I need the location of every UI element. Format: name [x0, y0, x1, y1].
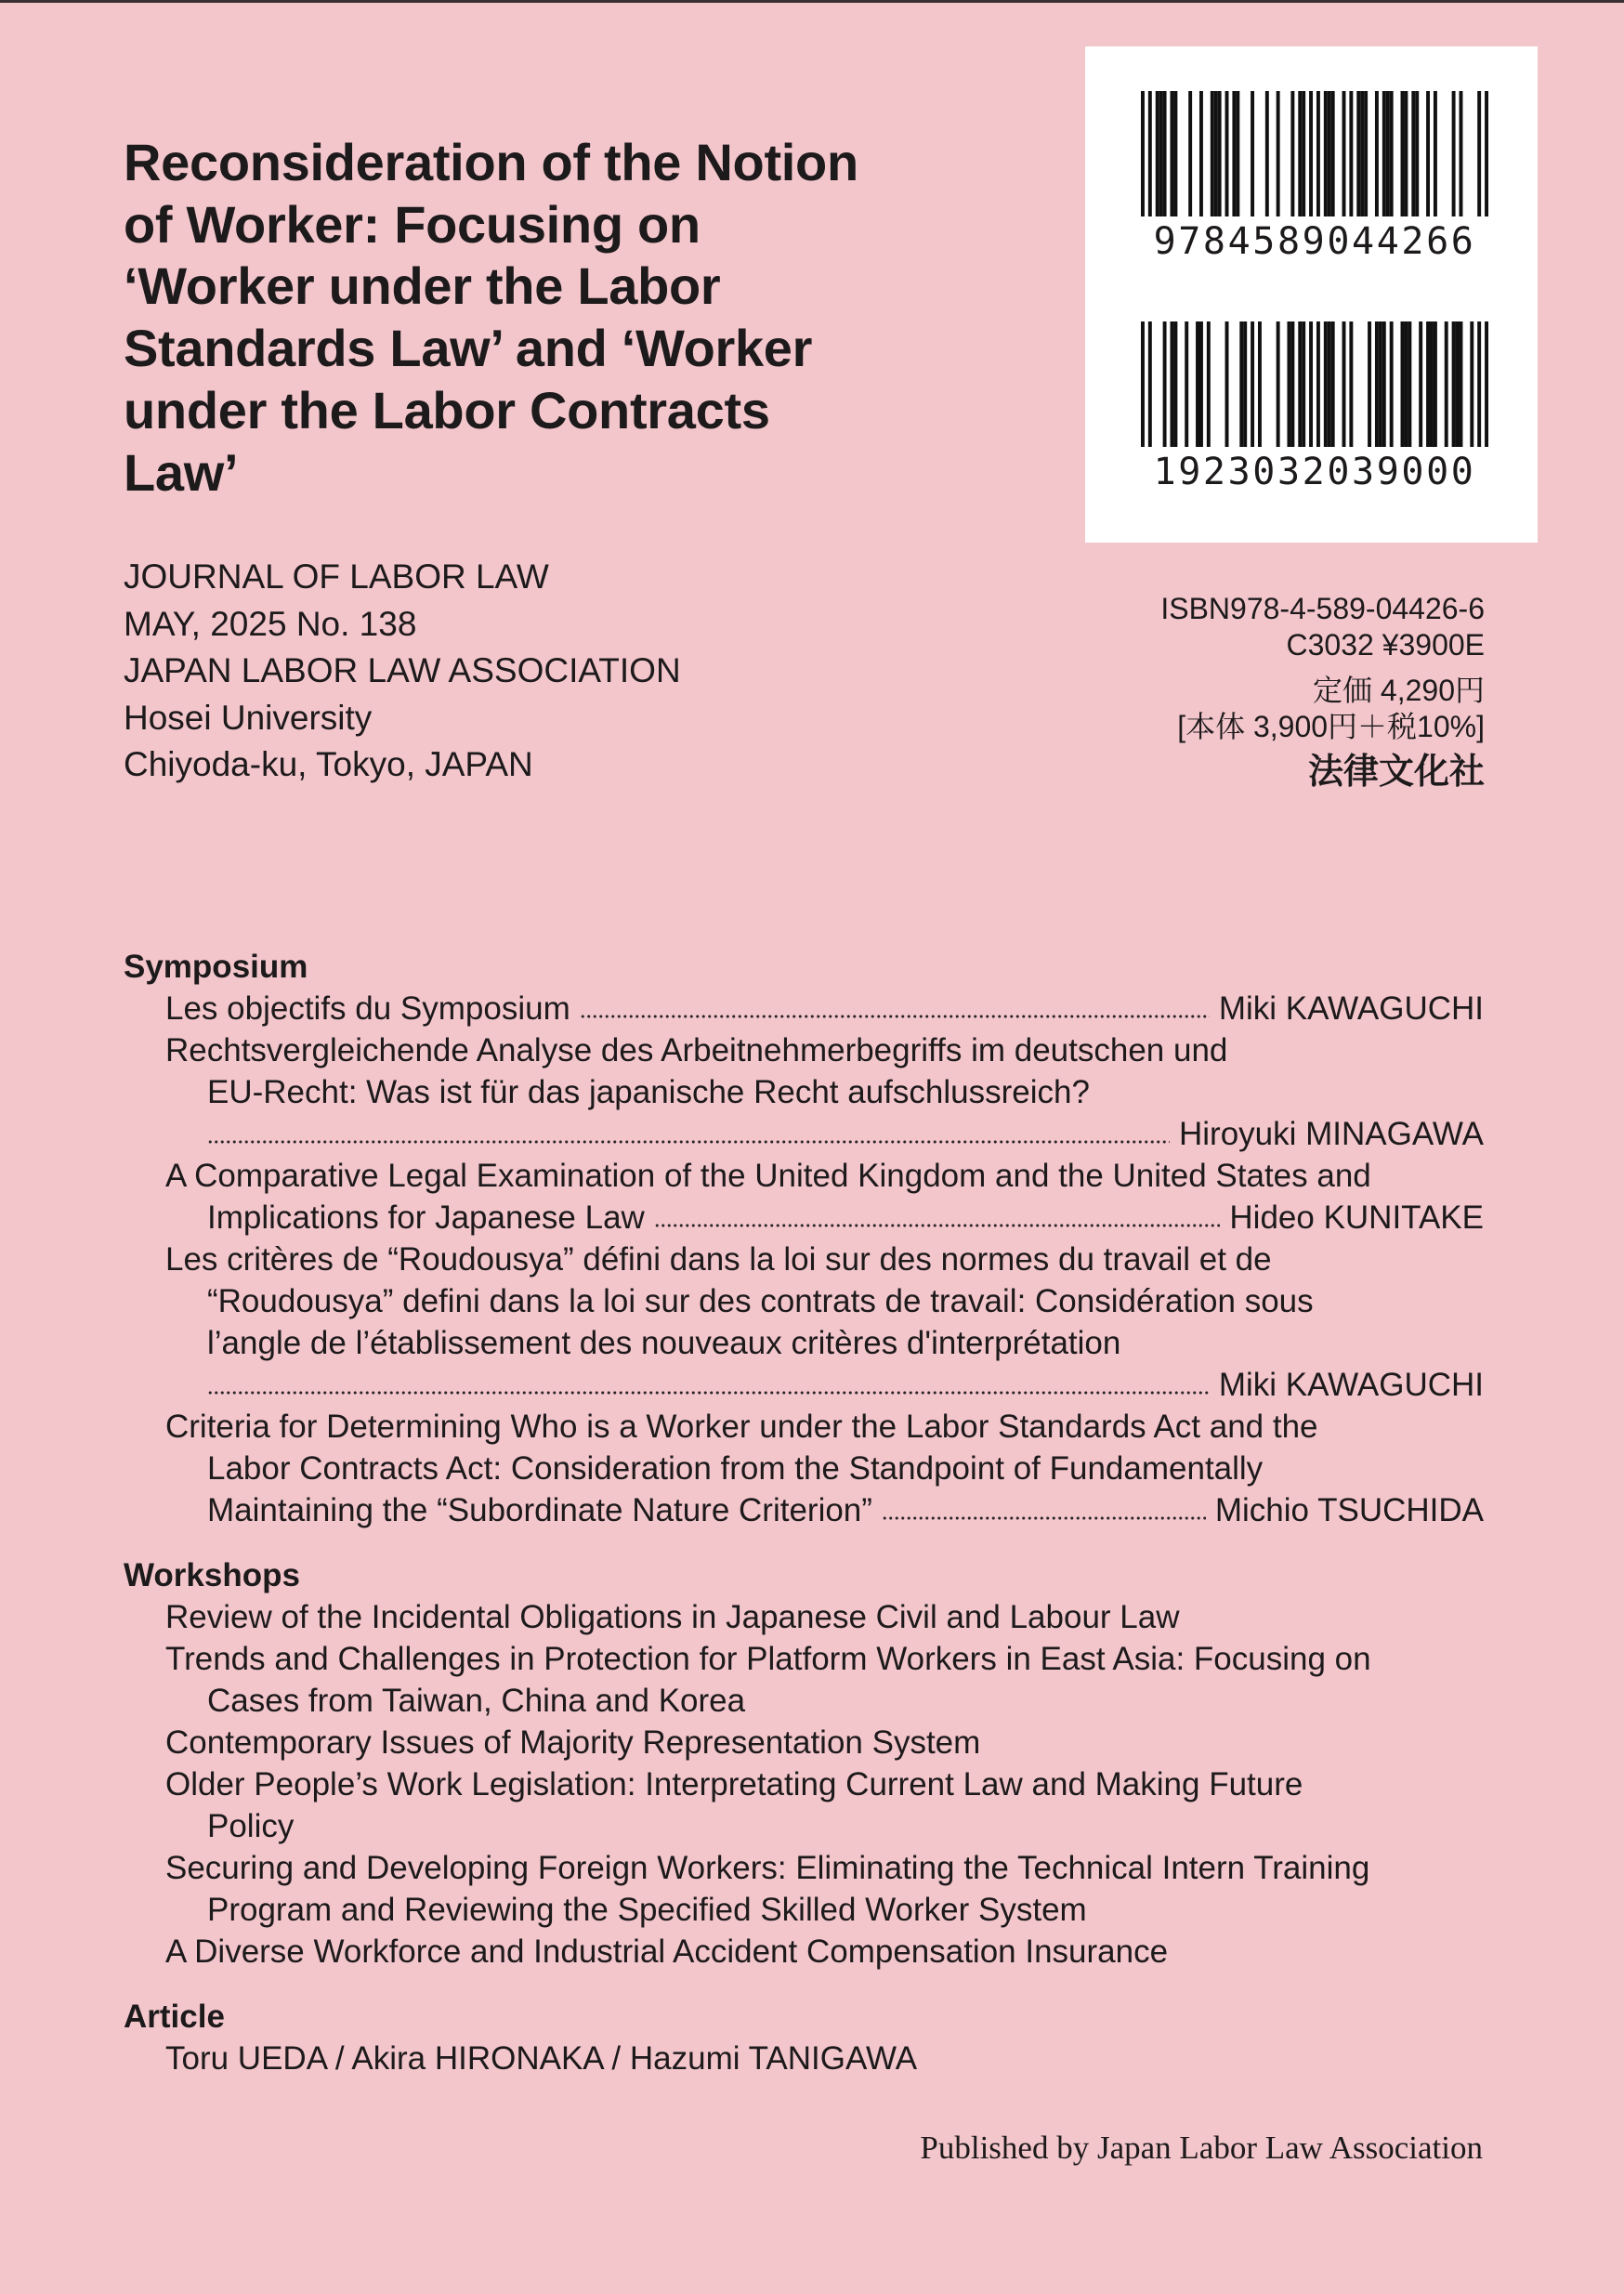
- barcode-bar: [1460, 321, 1463, 447]
- entry-title: Labor Contracts Act: Consideration from the Standpoint of Fundamentally: [207, 1450, 1264, 1487]
- entry-author: Miki KAWAGUCHI: [1218, 990, 1484, 1027]
- barcode-bar: [1364, 91, 1368, 216]
- workshop-item-cont: Cases from Taiwan, China and Korea: [207, 1683, 746, 1719]
- title-line: Reconsideration of the Notion: [124, 133, 858, 191]
- entry-author: Hiroyuki MINAGAWA: [1179, 1116, 1484, 1152]
- barcode-bar: [1426, 321, 1430, 447]
- price-info: [1160, 591, 1485, 792]
- barcode-bar: [1408, 321, 1411, 447]
- publisher-japanese: 法律文化社: [1307, 750, 1485, 792]
- barcode-bar: [1349, 321, 1353, 447]
- barcode-bar: [1349, 91, 1353, 216]
- barcode-bar: [1452, 91, 1456, 216]
- journal-association: JAPAN LABOR LAW ASSOCIATION: [124, 651, 681, 689]
- barcode-bar: [1382, 321, 1386, 447]
- workshop-item: Older People’s Work Legislation: Interpretating Current Law and Making Future: [165, 1766, 1303, 1802]
- toc-entry: [124, 988, 1484, 1029]
- barcode-bar: [1290, 321, 1294, 447]
- barcode-bar: [1214, 91, 1218, 216]
- barcode-bar: [1199, 321, 1203, 447]
- barcode-bar: [1243, 321, 1247, 447]
- barcode-bar: [1460, 91, 1463, 216]
- barcode-bar: [1430, 321, 1434, 447]
- toc-entry: [124, 1489, 1484, 1531]
- section-heading-article: Article: [124, 1999, 225, 2035]
- barcode-bar: [1390, 321, 1394, 447]
- entry-title: l’angle de l’établissement des nouveaux critères d'interprétation: [207, 1325, 1121, 1361]
- barcode-panel: [1085, 46, 1538, 543]
- table-of-contents: [124, 946, 1484, 2079]
- barcode-bar: [1382, 91, 1386, 216]
- barcode-bar: [1258, 321, 1262, 447]
- barcode-bar: [1434, 321, 1437, 447]
- barcode-bar: [1328, 321, 1331, 447]
- barcode-bar: [1477, 91, 1481, 216]
- barcode-bar: [1287, 321, 1290, 447]
- leader-dots: [654, 1223, 1221, 1228]
- barcode-bar: [1218, 91, 1222, 216]
- workshop-item: Trends and Challenges in Protection for Platform Workers in East Asia: Focusing on: [165, 1641, 1371, 1677]
- barcode-bar: [1456, 321, 1460, 447]
- barcode-bar: [1188, 91, 1192, 216]
- barcode-bar: [1207, 321, 1211, 447]
- barcode-bar: [1411, 91, 1415, 216]
- barcode-bar: [1251, 91, 1254, 216]
- barcode-bar: [1251, 321, 1254, 447]
- barcode-bar: [1386, 91, 1390, 216]
- journal-name: JOURNAL OF LABOR LAW: [124, 557, 549, 596]
- journal-location: Chiyoda-ku, Tokyo, JAPAN: [124, 745, 533, 783]
- entry-title: Les objectifs du Symposium: [165, 990, 570, 1027]
- barcode-bar: [1434, 91, 1437, 216]
- barcode-bar: [1170, 91, 1173, 216]
- leader-dots: [882, 1515, 1206, 1521]
- title-line: of Worker: Focusing on: [124, 194, 701, 254]
- title-line: ‘Worker under the Labor: [124, 256, 721, 316]
- entry-title: EU-Recht: Was ist für das japanische Recht aufschlussreich?: [207, 1074, 1090, 1110]
- entry-author: Hideo KUNITAKE: [1229, 1199, 1484, 1236]
- barcode-bar: [1324, 91, 1328, 216]
- isbn-barcode: [1141, 91, 1488, 263]
- book-title: [124, 132, 1034, 504]
- classification-code: C3032 ¥3900E: [1286, 628, 1485, 662]
- workshop-item: A Diverse Workforce and Industrial Accident Compensation Insurance: [165, 1934, 1169, 1970]
- page-edge: [0, 0, 1624, 3]
- barcode-bar: [1239, 321, 1243, 447]
- barcode-bar: [1452, 321, 1456, 447]
- barcode-bar: [1309, 321, 1313, 447]
- entry-title: A Comparative Legal Examination of the United Kingdom and the United States and: [165, 1158, 1371, 1194]
- journal-info: [124, 554, 681, 789]
- entry-title: “Roudousya” defini dans la loi sur des contrats de travail: Considération sous: [207, 1283, 1314, 1319]
- barcode-bar: [1331, 91, 1335, 216]
- barcode-bar: [1401, 321, 1405, 447]
- barcode-bar: [1426, 91, 1430, 216]
- barcode-bar: [1211, 91, 1214, 216]
- barcode-bar: [1404, 91, 1408, 216]
- barcode-bar: [1375, 91, 1379, 216]
- barcode-bar: [1368, 321, 1371, 447]
- entry-title: Rechtsvergleichende Analyse des Arbeitnehmerbegriffs im deutschen und: [165, 1032, 1228, 1068]
- barcode-bar: [1379, 321, 1382, 447]
- barcode-bar: [1331, 321, 1335, 447]
- entry-author: Miki KAWAGUCHI: [1218, 1367, 1484, 1403]
- leader-dots: [207, 1390, 1210, 1396]
- toc-entry: [124, 1364, 1484, 1406]
- barcode-bar: [1156, 91, 1159, 216]
- barcode-bar: [1309, 91, 1313, 216]
- barcode-bar: [1356, 91, 1360, 216]
- title-line: Law’: [124, 442, 239, 502]
- barcode-bar: [1173, 91, 1177, 216]
- entry-title: Implications for Japanese Law: [207, 1199, 645, 1236]
- barcode-bar: [1236, 91, 1239, 216]
- barcode-bar: [1163, 91, 1167, 216]
- barcode-bar: [1225, 321, 1229, 447]
- barcode-bar: [1141, 91, 1145, 216]
- barcode-bar: [1342, 321, 1346, 447]
- article-authors: Toru UEDA / Akira HIRONAKA / Hazumi TANIGAWA: [165, 2040, 918, 2077]
- entry-title: Criteria for Determining Who is a Worker under the Labor Standards Act and the: [165, 1409, 1318, 1445]
- barcode-bar: [1163, 321, 1167, 447]
- barcode-bar: [1265, 91, 1269, 216]
- barcode-bar: [1196, 321, 1199, 447]
- barcode-bar: [1302, 91, 1305, 216]
- barcode-bar: [1185, 321, 1188, 447]
- title-line: Standards Law’ and ‘Worker: [124, 319, 813, 378]
- barcode-digits: 1923032039000: [1153, 451, 1476, 493]
- barcode-bar: [1360, 91, 1364, 216]
- barcode-bar: [1470, 321, 1473, 447]
- barcode-bar: [1477, 321, 1481, 447]
- workshop-item-cont: Program and Reviewing the Specified Skilled Worker System: [207, 1892, 1087, 1928]
- barcode-bar: [1277, 321, 1280, 447]
- isbn-text: ISBN978-4-589-04426-6: [1160, 592, 1485, 625]
- barcode-bar: [1298, 321, 1302, 447]
- barcode-bar: [1225, 91, 1229, 216]
- leader-dots: [207, 1139, 1170, 1145]
- barcode-bar: [1328, 91, 1331, 216]
- barcode-bar: [1390, 91, 1394, 216]
- entry-title: Les critères de “Roudousya” défini dans la loi sur des normes du travail et de: [165, 1241, 1272, 1278]
- barcode-bar: [1148, 321, 1152, 447]
- barcode-bar: [1170, 321, 1173, 447]
- toc-entry: [124, 1113, 1484, 1155]
- published-by: Published by Japan Labor Law Association: [920, 2130, 1483, 2166]
- barcode-bars: [1141, 321, 1488, 447]
- barcode-bar: [1324, 321, 1328, 447]
- barcode-bar: [1141, 321, 1145, 447]
- toc-entry: [124, 1197, 1484, 1239]
- leader-dots: [580, 1014, 1210, 1019]
- barcode-bar: [1316, 321, 1320, 447]
- barcode-bar: [1290, 91, 1294, 216]
- barcode-bar: [1199, 91, 1203, 216]
- workshop-item: Contemporary Issues of Majority Representation System: [165, 1724, 981, 1761]
- entry-title: Maintaining the “Subordinate Nature Criterion”: [207, 1492, 872, 1528]
- barcode-bar: [1415, 91, 1419, 216]
- title-line: under the Labor Contracts: [124, 380, 770, 439]
- barcode-bar: [1485, 91, 1488, 216]
- barcode-bar: [1302, 321, 1305, 447]
- section-heading-workshops: Workshops: [124, 1557, 300, 1593]
- barcode-bar: [1342, 91, 1346, 216]
- workshop-item-cont: Policy: [207, 1808, 295, 1844]
- barcode-digits: 9784589044266: [1153, 220, 1476, 263]
- barcode-bar: [1445, 321, 1448, 447]
- entry-author: Michio TSUCHIDA: [1214, 1492, 1484, 1528]
- journal-issue: MAY, 2025 No. 138: [124, 604, 417, 643]
- barcode-bar: [1159, 91, 1163, 216]
- barcode-bar: [1277, 91, 1280, 216]
- barcode-bar: [1298, 91, 1302, 216]
- price-barcode: [1141, 321, 1488, 493]
- list-price: 定価 4,290円: [1313, 674, 1485, 707]
- section-heading-symposium: Symposium: [124, 949, 308, 985]
- barcode-bar: [1401, 91, 1405, 216]
- barcode-bar: [1404, 321, 1408, 447]
- barcode-bar: [1173, 321, 1177, 447]
- barcode-bars: [1141, 91, 1488, 216]
- barcode-bar: [1148, 91, 1152, 216]
- barcode-bar: [1316, 91, 1320, 216]
- workshop-item: Securing and Developing Foreign Workers: Eliminating the Technical Intern Training: [165, 1850, 1370, 1886]
- barcode-bar: [1375, 321, 1379, 447]
- workshop-item: Review of the Incidental Obligations in Japanese Civil and Labour Law: [165, 1599, 1180, 1635]
- barcode-bar: [1232, 91, 1236, 216]
- journal-university: Hosei University: [124, 698, 373, 737]
- barcode-bar: [1419, 321, 1422, 447]
- barcode-bar: [1485, 321, 1488, 447]
- price-breakdown: [本体 3,900円＋税10%]: [1177, 710, 1485, 743]
